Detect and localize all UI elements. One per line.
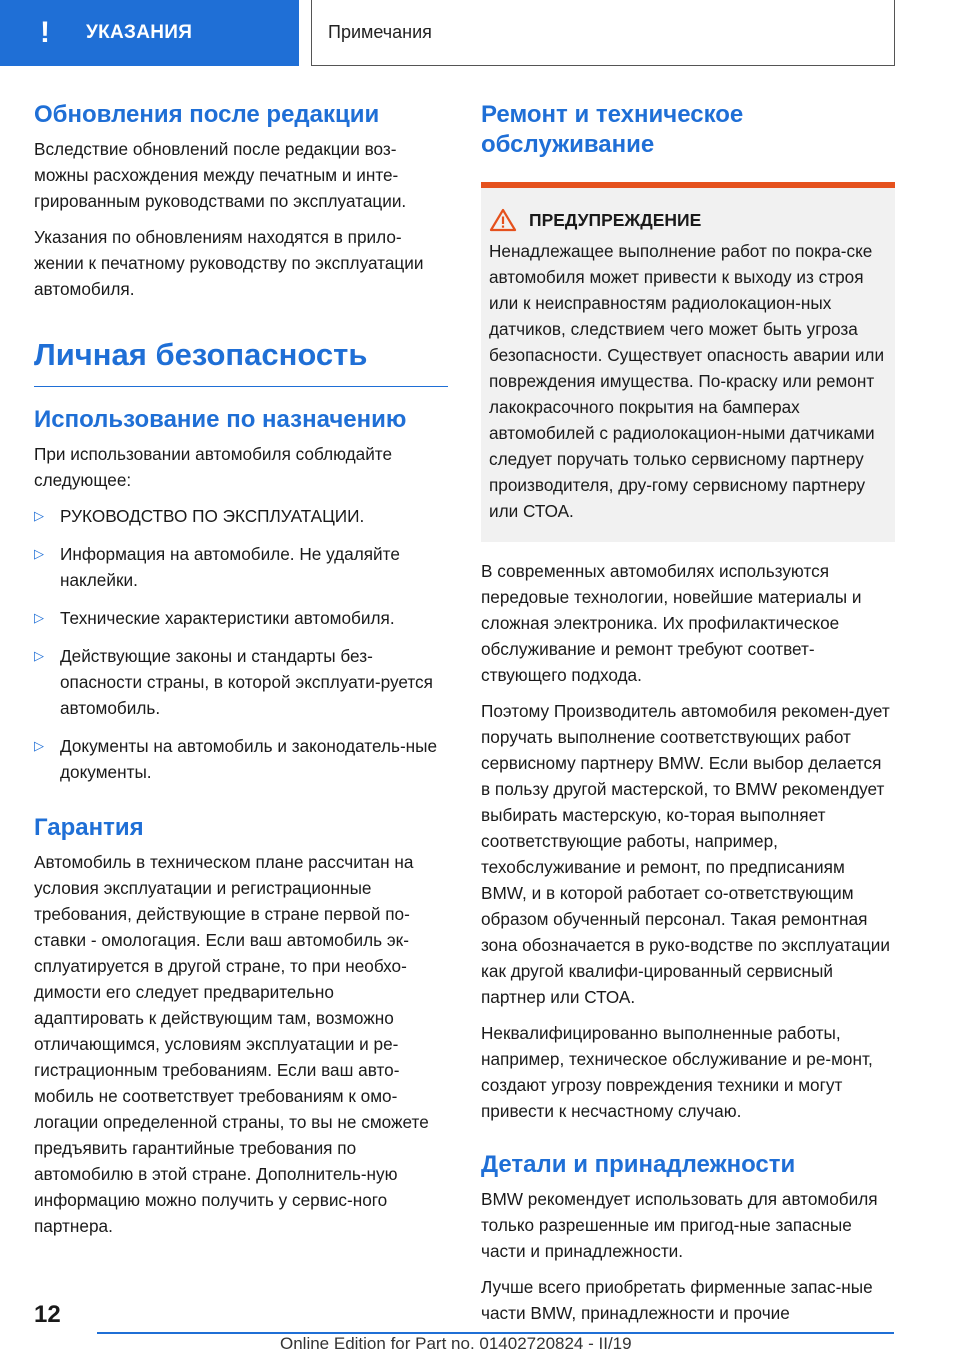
paragraph: В современных автомобилях используются передовые технологии, новейшие материалы и сложная электроника. Их профилактическое обслуживание и ремонт требуют соответ-ствующего подхода.: [481, 561, 862, 685]
warning-text: Ненадлежащее выполнение работ по покра-ске автомобиля может привести к выходу из строя или к неисправностям радиолокацион-ных датчиков, следствием чего может быть угроза безопасности. Существует опасность аварии или повреждения имущества. По-краску или ремонт лакокрасочного покрытия на бамперах автомобилей с радиолокацион-ными датчиками следует поручать только сервисному партнеру производителя, дру-гому сервисному партнеру или СТОА.: [489, 241, 885, 521]
list-triangle-icon: ▷: [34, 610, 44, 625]
section-title-updates: Обновления после редакции: [34, 101, 380, 128]
footer-edition-text: Online Edition for Part no. 01402720824 - II/19: [280, 1334, 632, 1353]
list-triangle-icon: ▷: [34, 738, 44, 753]
paragraph: BMW рекомендует использовать для автомобиля только разрешенные им пригод-ные запасные части и принадлежности.: [481, 1189, 878, 1261]
section-title-repair: Ремонт и техническое обслуживание: [481, 101, 744, 158]
header-tab-notices[interactable]: [0, 0, 299, 66]
warning-header: [489, 208, 885, 232]
paragraph: Неквалифицированно выполненные работы, например, техническое обслуживание и ре-монт, создают угрозу повреждения техники и могут привести к несчастному случаю.: [481, 1023, 873, 1121]
page-number: 12: [34, 1301, 61, 1328]
header-notes-text: Примечания: [328, 22, 432, 42]
warning-box: [481, 182, 895, 542]
section-title-warranty: Гарантия: [34, 814, 144, 841]
right-column: [481, 100, 895, 1336]
section-title-parts: Детали и принадлежности: [481, 1151, 796, 1178]
paragraph: Автомобиль в техническом плане рассчитан на условия эксплуатации и регистрационные требования, действующие в стране первой по-ставки - омологация. Если ваш автомобиль эк-сплуатируется в другой стране, то при необхо-димости его следует предварительно адаптировать к действующим там, возможно отличающимся, условиям эксплуатации и ре-гистрационным требованиям. Если ваш авто-мобиль не соответствует требованиям к омо-логации определенной страны, то вы не сможете предъявить гарантийные требования по автомобилю в этой стране. Дополнитель-ную информацию можно получить у сервис-ного партнера.: [34, 852, 429, 1236]
list-item: ▷ Действующие законы и стандарты без-опасности страны, в которой эксплуати-руется автомобиль.: [34, 643, 448, 721]
paragraph: Поэтому Производитель автомобиля рекомен-дует поручать выполнение соответствующих работ сервисному партнеру BMW. Если выбор делается в пользу другой мастерской, то BMW рекомендует выбирать мастерскую, ко-торая выполняет соответствующие работы, например, техобслуживание и ремонт, по предписаниям BMW, и в которой работает со-ответствующим образом обученный персонал. Такая ремонтная зона обозначается в руко-водстве по эксплуатации как другой квалифи-цированный сервисный партнер или СТОА.: [481, 701, 890, 1007]
list-item: ▷ РУКОВОДСТВО ПО ЭКСПЛУАТАЦИИ.: [34, 503, 448, 529]
header-section-label: [311, 0, 895, 66]
section-title-intended-use: Использование по назначению: [34, 406, 407, 433]
paragraph: Вследствие обновлений после редакции воз-можны расхождения между печатным и инте-грированным руководствами по эксплуатации.: [34, 139, 407, 211]
warning-title: ПРЕДУПРЕЖДЕНИЕ: [529, 209, 702, 230]
paragraph: Указания по обновлениям находятся в прило-жении к печатному руководству по эксплуатации автомобиля.: [34, 227, 424, 299]
list-triangle-icon: ▷: [34, 546, 44, 561]
intended-use-list: [34, 503, 448, 785]
list-item: ▷ Документы на автомобиль и законодатель-ные документы.: [34, 733, 448, 785]
exclamation-icon: !: [40, 16, 50, 49]
list-item: ▷ Технические характеристики автомобиля.: [34, 605, 448, 631]
list-item: ▷ Информация на автомобиле. Не удаляйте наклейки.: [34, 541, 448, 593]
list-triangle-icon: ▷: [34, 508, 44, 523]
paragraph: При использовании автомобиля соблюдайте следующее:: [34, 444, 393, 490]
chapter-title-personal-safety: Личная безопасность: [34, 336, 448, 387]
header-tab-label: УКАЗАНИЯ: [86, 22, 193, 43]
list-triangle-icon: ▷: [34, 648, 44, 663]
left-column: [34, 100, 448, 1249]
paragraph: Лучше всего приобретать фирменные запас-ные части BMW, принадлежности и прочие: [481, 1277, 873, 1323]
warning-triangle-icon: [489, 208, 517, 232]
